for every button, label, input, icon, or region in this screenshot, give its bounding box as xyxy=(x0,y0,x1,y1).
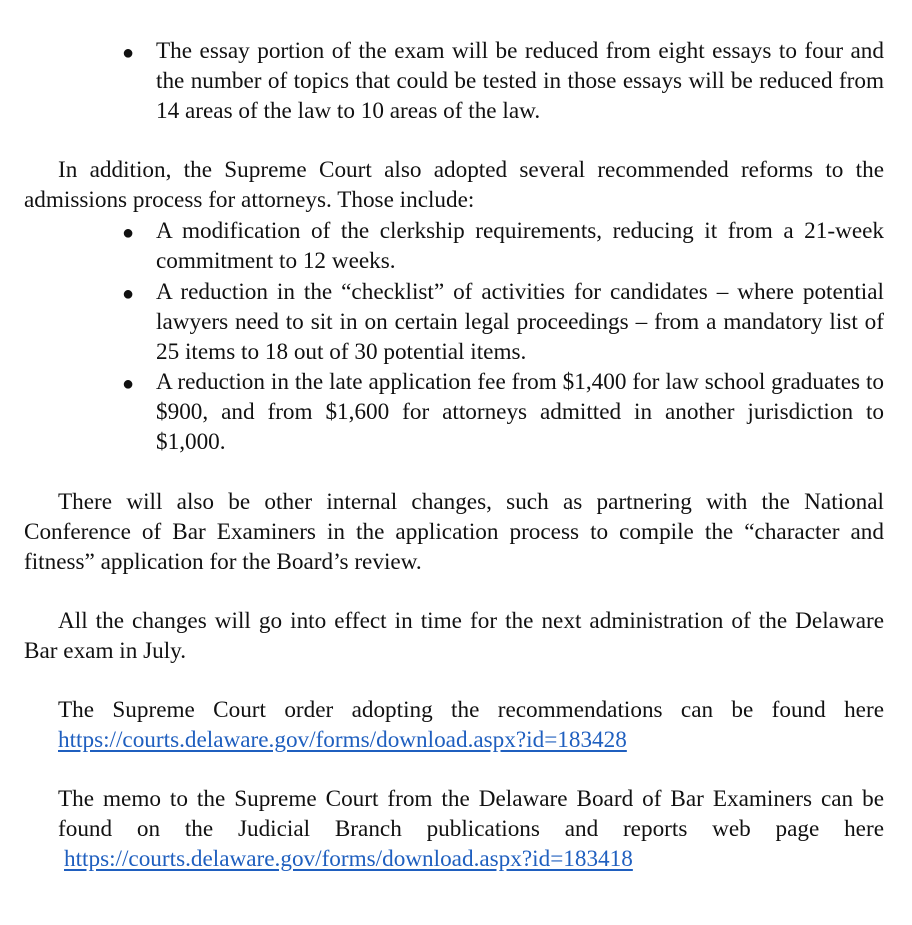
bullet-clerkship-text: A modification of the clerkship requirements, reducing it from a 21-week commitment to 12 weeks. xyxy=(156,218,884,274)
paragraph-order xyxy=(58,695,884,755)
memo-link[interactable]: https://courts.delaware.gov/forms/download.aspx?id=183418 xyxy=(64,846,633,872)
paragraph-internal-changes: There will also be other internal changes, such as partnering with the National Conference of Bar Examiners in the application process to compile the “character and fitness” application for the Board’s review. xyxy=(24,489,884,575)
bullet-marker: ● xyxy=(122,373,135,395)
paragraph-effective-date: All the changes will go into effect in time for the next administration of the Delaware Bar exam in July. xyxy=(24,608,884,664)
bullet-fee-text: A reduction in the late application fee from $1,400 for law school graduates to $900, and from $1,600 for attorneys admitted in another jurisdiction to $1,000. xyxy=(156,369,884,455)
order-text: The Supreme Court order adopting the recommendations can be found here xyxy=(58,697,884,723)
order-link[interactable]: https://courts.delaware.gov/forms/download.aspx?id=183428 xyxy=(58,727,627,753)
paragraph-memo xyxy=(58,784,884,874)
bullet-essay-text: The essay portion of the exam will be reduced from eight essays to four and the number of topics that could be tested in those essays will be reduced from 14 areas of the law to 10 areas of the law. xyxy=(156,38,884,124)
bullet-marker: ● xyxy=(122,42,135,64)
bullet-checklist-text: A reduction in the “checklist” of activities for candidates – where potential lawyers need to sit in on certain legal proceedings – from a mandatory list of 25 items to 18 out of 30 potential items. xyxy=(156,279,884,365)
paragraph-addition: In addition, the Supreme Court also adopted several recommended reforms to the admissions process for attorneys. Those include: xyxy=(24,157,884,213)
bullet-marker: ● xyxy=(122,222,135,244)
memo-text: The memo to the Supreme Court from the Delaware Board of Bar Examiners can be found on the Judicial Branch publications and reports web page here xyxy=(58,786,884,842)
bullet-marker: ● xyxy=(122,283,135,305)
